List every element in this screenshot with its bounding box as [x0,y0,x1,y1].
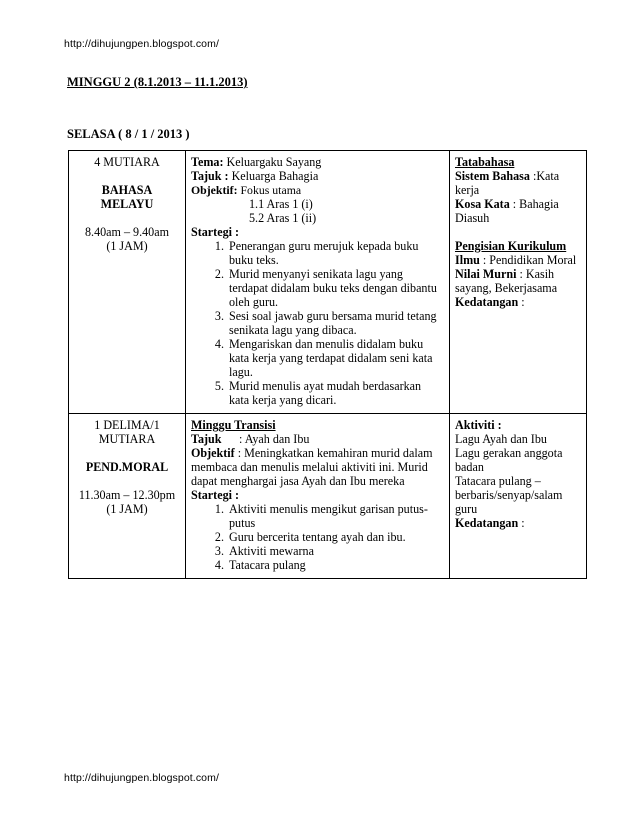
startegi-label: Startegi : [191,225,240,239]
kosa-label: Kosa Kata [455,197,510,211]
list-item: 4. Tatacara pulang [227,558,444,572]
table-row [69,151,587,414]
notes-cell [450,151,587,414]
lesson-time: 8.40am – 9.40am [85,225,169,239]
strategy-list [191,239,444,407]
lesson-duration: (1 JAM) [106,502,148,516]
kedatangan-label: Kedatangan [455,295,519,309]
aras-item: 1.1 Aras 1 (i) [249,197,313,211]
sistem-value: :Kata kerja [455,169,560,197]
tajuk-label: Tajuk : [191,169,229,183]
header-url[interactable]: http://dihujungpen.blogspot.com/ [64,38,219,50]
aras-item: 5.2 Aras 1 (ii) [249,211,317,225]
class-info-cell [69,151,186,414]
transisi-heading: Minggu Transisi [191,418,276,432]
kosa-value: : Bahagia Diasuh [455,197,559,225]
lesson-time: 11.30am – 12.30pm [78,488,176,502]
notes-cell [450,414,587,579]
startegi-label: Startegi : [191,488,240,502]
aktiviti-item: Lagu Ayah dan Ibu [455,432,547,446]
lesson-content-cell [186,151,450,414]
ilmu-value: : Pendidikan Moral [479,253,577,267]
subject-name: MELAYU [100,197,154,211]
class-name: 4 MUTIARA [94,155,160,169]
tatabahasa-heading: Tatabahasa [455,155,515,169]
objektif-label: Objektif: [191,183,238,197]
tema-value: Keluargaku Sayang [223,155,322,169]
table-row [69,414,587,579]
list-item: 3. Sesi soal jawab guru bersama murid tetang senikata lagu yang dibaca. [227,309,444,337]
footer-url[interactable]: http://dihujungpen.blogspot.com/ [64,772,219,784]
aktiviti-item: Tatacara pulang – berbaris/senyap/salam guru [455,474,563,516]
list-item: 5. Murid menulis ayat mudah berdasarkan kata kerja yang dicari. [227,379,444,407]
objektif-value: Fokus utama [237,183,302,197]
ilmu-label: Ilmu [455,253,480,267]
aktiviti-heading: Aktiviti : [455,418,502,432]
objektif-label: Objektif [191,446,235,460]
lesson-duration: (1 JAM) [106,239,148,253]
pengisian-heading: Pengisian Kurikulum [455,239,567,253]
list-item: 2. Guru bercerita tentang ayah dan ibu. [227,530,444,544]
strategy-list [191,502,444,572]
list-item: 2. Murid menyanyi senikata lagu yang terdapat didalam buku teks dengan dibantu oleh guru. [227,267,444,309]
nilai-value: : Kasih sayang, Bekerjasama [455,267,558,295]
kedatangan-value: : [518,295,525,309]
class-name: 1 DELIMA/1 [94,418,160,432]
class-info-cell [69,414,186,579]
tema-label: Tema: [191,155,224,169]
day-title: SELASA ( 8 / 1 / 2013 ) [67,127,190,141]
kedatangan-value: : [518,516,525,530]
list-item: 1. Penerangan guru merujuk kepada buku buku teks. [227,239,444,267]
objektif-value: : Meningkatkan kemahiran murid dalam membaca dan menulis melalui aktiviti ini. Murid dapat menghargai jasa Ayah dan Ibu mereka [191,446,433,488]
class-name: MUTIARA [98,432,156,446]
subject-name: PEND.MORAL [85,460,169,474]
kedatangan-label: Kedatangan [455,516,519,530]
sistem-label: Sistem Bahasa [455,169,530,183]
list-item: 3. Aktiviti mewarna [227,544,444,558]
subject-name: BAHASA [101,183,153,197]
nilai-label: Nilai Murni [455,267,517,281]
aktiviti-item: Lagu gerakan anggota badan [455,446,563,474]
tajuk-value: Keluarga Bahagia [228,169,319,183]
lesson-content-cell [186,414,450,579]
tajuk-label: Tajuk [191,432,222,446]
tajuk-value: : Ayah dan Ibu [239,432,310,446]
list-item: 1. Aktiviti menulis mengikut garisan putus-putus [227,502,444,530]
list-item: 4. Mengariskan dan menulis didalam buku kata kerja yang terdapat didalam seni kata lagu. [227,337,444,379]
week-title: MINGGU 2 (8.1.2013 – 11.1.2013) [67,75,248,89]
lesson-plan-table [68,150,587,579]
